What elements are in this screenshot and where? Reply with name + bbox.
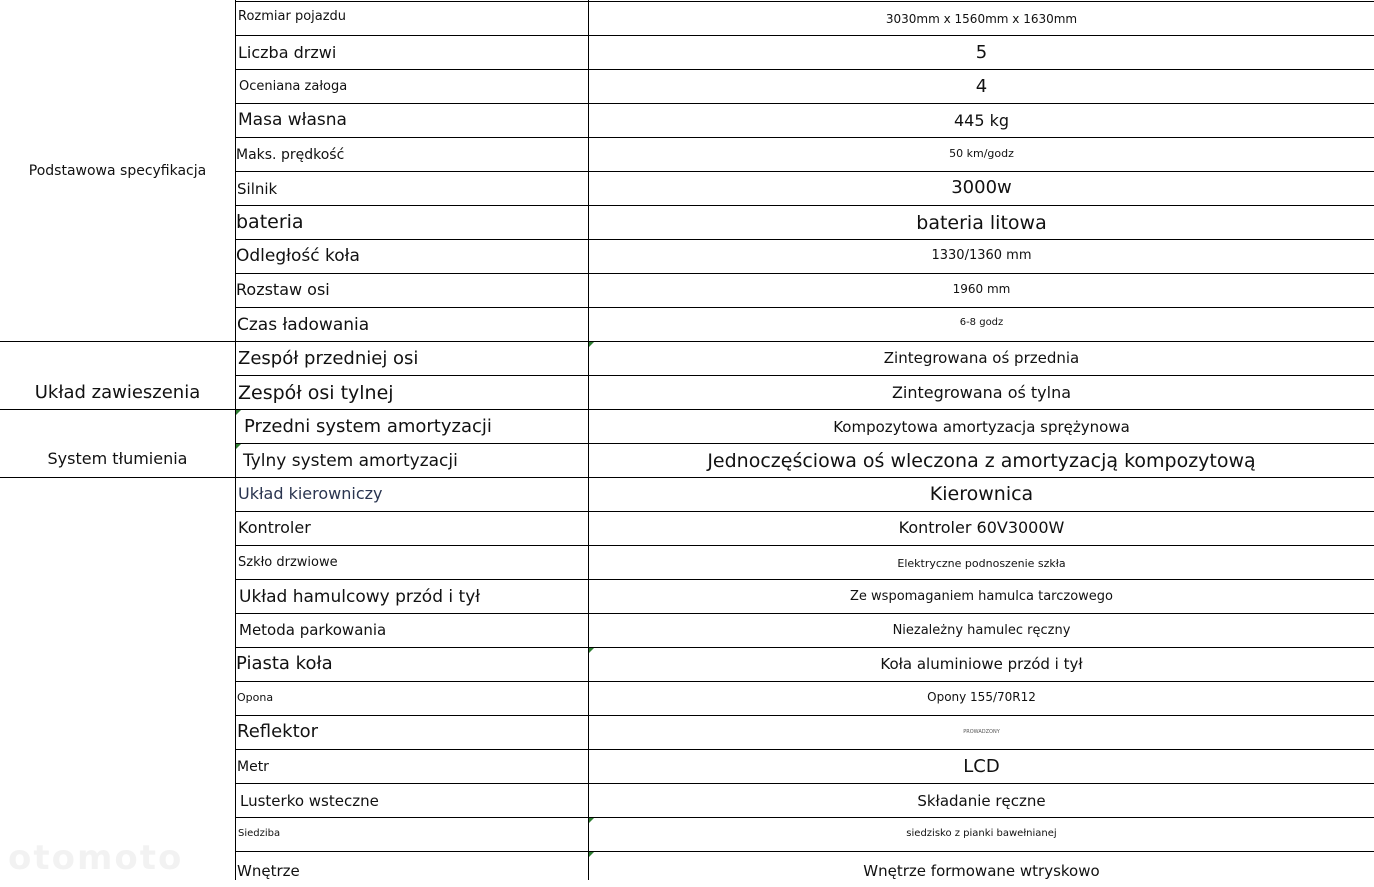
spec-label: Siedziba (238, 828, 281, 839)
spec-value: Jednoczęściowa oś wleczona z amortyzacją kompozytową (707, 449, 1256, 472)
spec-value: 3000w (951, 177, 1012, 198)
spec-value: LCD (963, 756, 1000, 777)
spec-value: Kierownica (929, 482, 1034, 505)
spec-label: Kontroler (238, 518, 311, 537)
spec-value: Kontroler 60V3000W (898, 518, 1065, 537)
spec-label: Metoda parkowania (239, 620, 387, 639)
spec-label: Lusterko wsteczne (240, 791, 379, 810)
spec-label: Opona (237, 691, 274, 704)
spec-label: Czas ładowania (237, 314, 370, 335)
spec-value: 5 (975, 42, 988, 63)
spec-label: Rozstaw osi (236, 280, 330, 299)
group-basic-spec-label: Podstawowa specyfikacja (28, 163, 207, 179)
spec-label: Masa własna (238, 109, 347, 130)
spec-label: Przedni system amortyzacji (244, 416, 492, 437)
group-divider (0, 341, 235, 342)
spec-value: 1960 mm (952, 281, 1011, 296)
spec-value: 50 km/godz (949, 147, 1014, 160)
spec-label: Wnętrze (237, 861, 300, 880)
group-divider (0, 409, 235, 410)
watermark-logo: otomoto (8, 838, 184, 878)
spec-value: siedzisko z pianki bawełnianej (906, 828, 1057, 839)
spec-label: Tylny system amortyzacji (243, 450, 458, 471)
spec-value: 4 (975, 76, 988, 97)
group-basic-spec (0, 1, 235, 341)
spec-value: Składanie ręczne (917, 791, 1046, 810)
spec-label: Piasta koła (236, 653, 333, 674)
spec-label: Liczba drzwi (238, 43, 337, 62)
group-damping (0, 410, 235, 506)
spec-label: Układ hamulcowy przód i tył (239, 586, 481, 607)
spec-value: Zintegrowana oś tylna (891, 383, 1072, 402)
spec-value: 445 kg (953, 111, 1010, 130)
spec-label: Silnik (237, 179, 278, 198)
spec-value: Zintegrowana oś przednia (883, 348, 1080, 367)
spec-label: Odległość koła (236, 245, 360, 266)
spec-value: 3030mm x 1560mm x 1630mm (885, 11, 1078, 26)
spec-value: Koła aluminiowe przód i tył (880, 654, 1083, 673)
spec-value: 1330/1360 mm (931, 248, 1032, 263)
spec-label: Rozmiar pojazdu (238, 9, 347, 24)
spec-label: Metr (237, 758, 269, 775)
spec-label: Szkło drzwiowe (238, 555, 338, 570)
spec-label: Reflektor (237, 721, 319, 742)
spec-value: Elektryczne podnoszenie szkła (897, 557, 1066, 570)
spec-value: bateria litowa (916, 211, 1047, 234)
spec-value: 6-8 godz (959, 317, 1004, 328)
spec-value: Opony 155/70R12 (927, 689, 1036, 704)
group-divider (0, 477, 235, 478)
spec-label: Zespół osi tylnej (238, 381, 394, 404)
spec-value: Wnętrze formowane wtryskowo (863, 861, 1100, 880)
spec-label: Układ kierowniczy (238, 484, 383, 503)
group-suspension-label: Układ zawieszenia (34, 381, 201, 403)
spec-label: bateria (236, 210, 304, 233)
group-damping-label: System tłumienia (47, 448, 188, 468)
spec-label: Maks. prędkość (236, 146, 345, 163)
spec-value: PROWADZONY (963, 728, 1000, 735)
spec-value: Ze wspomaganiem hamulca tarczowego (850, 589, 1113, 604)
spec-value: Kompozytowa amortyzacja sprężynowa (833, 417, 1130, 436)
spec-label: Oceniana załoga (239, 79, 348, 94)
spec-value: Niezależny hamulec ręczny (892, 623, 1071, 638)
spec-label: Zespół przedniej osi (238, 348, 419, 369)
